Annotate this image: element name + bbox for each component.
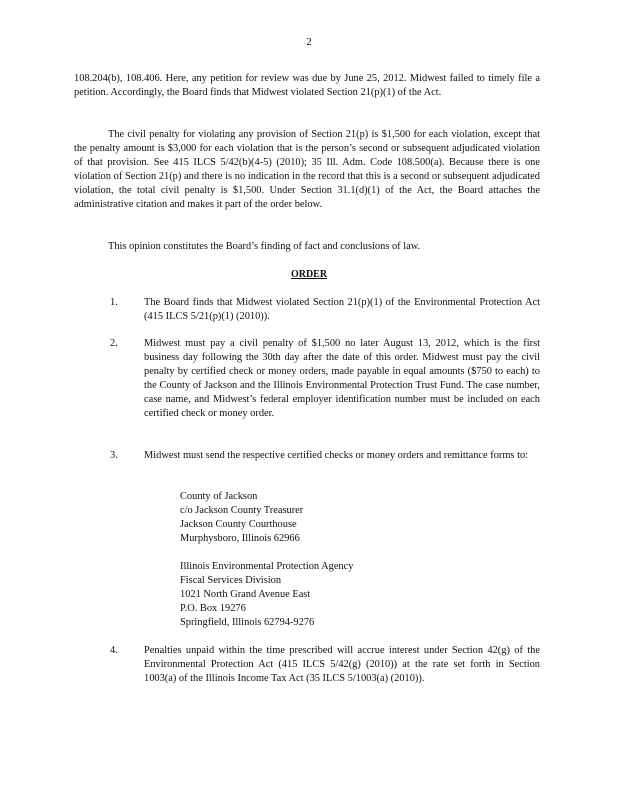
address-line: Murphysboro, Illinois 62966 (180, 533, 300, 544)
order-heading: ORDER (290, 269, 328, 280)
address-line: Illinois Environmental Protection Agency (180, 561, 354, 572)
order-item-3 (110, 449, 540, 463)
order-item-4 (110, 644, 540, 686)
address-line: Fiscal Services Division (180, 575, 282, 586)
page-number: 2 (306, 36, 312, 48)
order-item-text: The Board finds that Midwest violated Section 21(p)(1) of the Environmental Protection Act (415 ILCS 5/21(p)(1) (2010)). (144, 297, 540, 322)
order-item-text: Midwest must send the respective certified checks or money orders and remittance forms to: (144, 450, 529, 461)
address-county-jackson (180, 490, 440, 546)
order-item-number: 3. (110, 450, 118, 461)
order-item-text: Penalties unpaid within the time prescribed will accrue interest under Section 42(g) of the Environmental Protection Act (415 ILCS 5/42(g) (2010)) at the rate set forth in Section 1003(a) of the Illinois Income Tax Act (35 ILCS 5/1003(a) (2010)). (144, 645, 540, 684)
address-line: c/o Jackson County Treasurer (180, 505, 304, 516)
order-item-2 (110, 337, 540, 421)
paragraph-civil-penalty: The civil penalty for violating any provision of Section 21(p) is $1,500 for each violation, except that the penalty amount is $3,000 for each violation that is the person’s second or subsequent adjudicated violation of that provision. See 415 ILCS 5/42(b)(4-5) (2010); 35 Ill. Adm. Code 108.500(a). Because there is one violation of Section 21(p) and there is no indication in the record that this is a second or subsequent adjudicated violation, the total civil penalty is $1,500. Under Section 31.1(d)(1) of the Act, the Board attaches the administrative citation and makes it part of the order below. (74, 129, 540, 210)
address-line: 1021 North Grand Avenue East (180, 589, 311, 600)
order-item-text: Midwest must pay a civil penalty of $1,500 no later August 13, 2012, which is the first business day following the 30th day after the date of this order. Midwest must pay the civil penalty by certified check or money orders, made payable in equal amounts ($750 to each) to the County of Jackson and the Illinois Environmental Protection Trust Fund. The case number, case name, and Midwest’s federal employer identification number must be included on each certified check or money order. (144, 338, 540, 419)
address-line: Jackson County Courthouse (180, 519, 297, 530)
order-item-number: 4. (110, 645, 118, 656)
paragraph-findings: This opinion constitutes the Board’s finding of fact and conclusions of law. (108, 241, 421, 252)
address-line: P.O. Box 19276 (180, 603, 246, 614)
address-line: Springfield, Illinois 62794-9276 (180, 617, 315, 628)
paragraph-failure-to-file: 108.204(b), 108.406. Here, any petition for review was due by June 25, 2012. Midwest failed to timely file a petition. Accordingly, the Board finds that Midwest violated Section 21(p)(1) of the Act. (74, 73, 540, 98)
order-item-number: 2. (110, 338, 118, 349)
order-item-1 (110, 296, 540, 324)
address-illinois-epa (180, 560, 440, 630)
order-item-number: 1. (110, 297, 118, 308)
address-line: County of Jackson (180, 491, 258, 502)
